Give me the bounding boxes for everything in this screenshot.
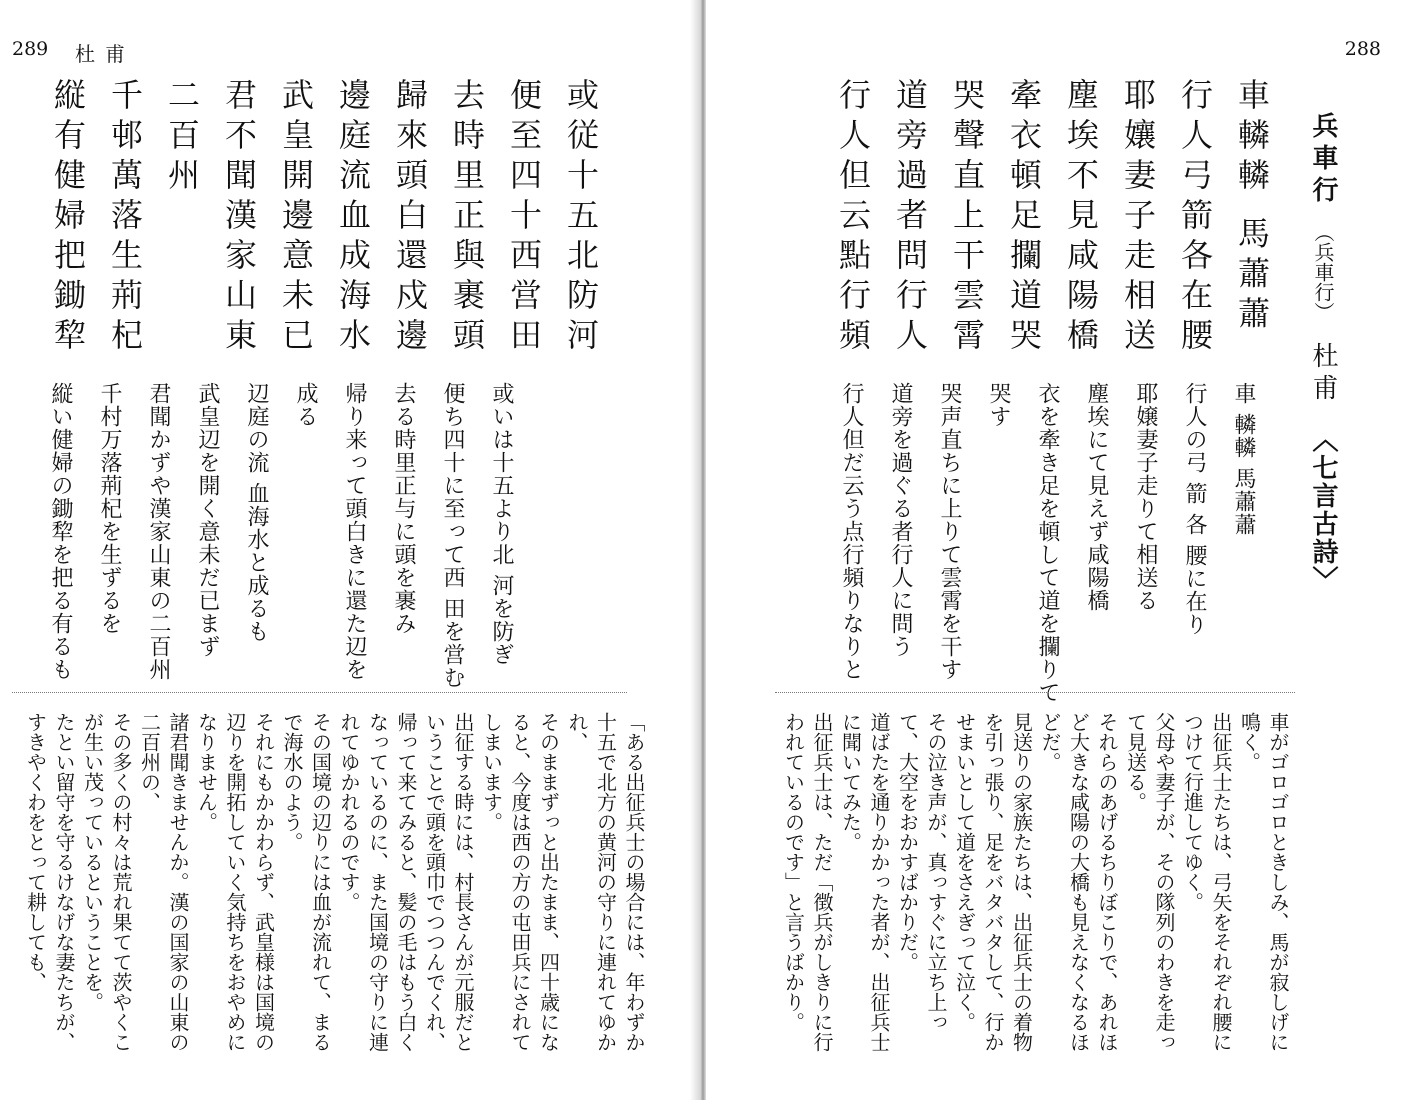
yomikudashi-column: 成る (293, 382, 318, 428)
translation-column: すきやくわをとって耕しても、 (23, 712, 48, 992)
yomikudashi-column: 道旁を過ぐる者行人に問う (888, 382, 913, 658)
yomikudashi-column: 武皇辺を開く意未だ已まず (195, 382, 220, 658)
left-page (0, 0, 700, 1100)
translation-column: なっているのに、また国境の守りに連 (365, 712, 390, 1052)
translation-column: 出征する時には、村長さんが元服だと (451, 712, 475, 1052)
yomikudashi-column: 或いは十五より北 河を防ぎ (489, 382, 514, 666)
kanbun-column: 縦有健婦把鋤犂 (49, 78, 87, 358)
translation-column: そのままずっと出たまま、四十歳にな (536, 712, 561, 1052)
kanbun-column: 武皇開邊意未已 (277, 78, 315, 358)
yomikudashi-column: 行人但だ云う点行頻りなりと (839, 382, 864, 681)
translation-column: 十五で北方の黄河の守りに連れてゆか (593, 712, 618, 1052)
kanbun-column: 或従十五北防河 (562, 78, 600, 358)
section-divider (12, 692, 627, 693)
translation-column: が生い茂っているということを。 (80, 712, 105, 1012)
translation-column: なりません。 (194, 712, 219, 832)
poem-heading (1310, 112, 1336, 594)
poem-title: 兵車行 (1308, 112, 1338, 208)
kanbun-text-block (27, 78, 600, 358)
translation-column: 辺りを開拓していく気持ちをおやめに (223, 712, 247, 1052)
translation-column: それにもかかわらず、武皇様は国境の (251, 712, 276, 1052)
translation-column: われているのです」と言うばかり。 (781, 712, 806, 1032)
translation-column: 諸君聞きませんか。漢の国家の山東の (166, 712, 190, 1052)
kanbun-text-block (812, 78, 1271, 358)
kanbun-column: 歸來頭白還戍邊 (391, 78, 429, 358)
translation-column: 帰って来てみると、髪の毛はもう白く (394, 712, 418, 1052)
translation-column: れ、 (565, 712, 589, 752)
poem-title-reading: （兵車行） (1311, 222, 1335, 322)
kanbun-column: 哭聲直上干雲霄 (948, 78, 986, 358)
translation-column: ど大きな咸陽の大橋も見えなくなるほ (1066, 712, 1091, 1052)
kanbun-column: 行人弓箭各在腰 (1176, 78, 1214, 358)
translation-column: 二百州の、 (137, 712, 162, 812)
translation-column: せまいとして道をさえぎって泣く。 (952, 712, 977, 1032)
kanbun-column: 道旁過者問行人 (891, 78, 929, 358)
translation-column: その泣き声が、真っすぐに立ち上っ (924, 712, 948, 1032)
yomikudashi-column: 車 轔轔 馬蕭蕭 (1231, 382, 1256, 536)
translation-column: 見送りの家族たちは、出征兵士の着物 (1009, 712, 1034, 1052)
kanbun-column: 去時里正與裹頭 (448, 78, 486, 358)
translation-column: いうことで頭を頭巾でつつんでくれ、 (422, 712, 447, 1052)
kanbun-column: 君不聞漢家山東 (220, 78, 258, 358)
kanbun-column: 二百州 (163, 78, 201, 198)
poem-form: 〈七言古詩〉 (1308, 426, 1338, 594)
yomikudashi-column: 耶嬢妻子走りて相送る (1133, 382, 1158, 612)
page-number: 289 (12, 38, 49, 60)
yomikudashi-text-block (813, 382, 1254, 704)
translation-column: 出征兵士は、ただ「徴兵がしきりに行 (810, 712, 834, 1052)
translation-column: 出征兵士たちは、弓矢をそれぞれ腰に (1209, 712, 1233, 1052)
translation-column: 車がゴロゴロときしみ、馬が寂しげに (1266, 712, 1290, 1052)
yomikudashi-column: 行人の弓 箭 各 腰に在り (1182, 382, 1207, 636)
yomikudashi-column: 去る時里正与に頭を裹み (391, 382, 416, 635)
kanbun-column: 便至四十西営田 (505, 78, 543, 358)
translation-column: 父母や妻子が、その隊列のわきを走っ (1152, 712, 1176, 1052)
yomikudashi-column: 哭す (986, 382, 1011, 428)
yomikudashi-column: 君聞かずや漢家山東の二百州 (146, 382, 171, 681)
translation-column: 鳴く。 (1237, 712, 1262, 772)
section-divider (775, 692, 1295, 693)
yomikudashi-column: 便ち四十に至って西 田を営む (440, 382, 465, 689)
kanbun-column: 塵埃不見咸陽橋 (1062, 78, 1100, 358)
translation-column: を引っ張り、足をバタバタして、行か (981, 712, 1005, 1052)
translation-text-block (17, 712, 644, 1052)
translation-column: に聞いてみた。 (838, 712, 863, 852)
translation-column: その多くの村々は荒れ果てて茨やくこ (109, 712, 133, 1052)
translation-column: それらのあげるちりぼこりで、あれほ (1095, 712, 1119, 1052)
yomikudashi-column: 辺庭の流 血海水と成るも (244, 382, 269, 643)
author-name: 杜甫 (1308, 342, 1338, 406)
running-head: 杜甫 (75, 42, 135, 66)
translation-column: て、大空をおかすばかりだ。 (895, 712, 920, 972)
page-number: 288 (1344, 38, 1381, 60)
kanbun-column: 耶孃妻子走相送 (1119, 78, 1157, 358)
translation-column: 道ばたを通りかかった者が、出征兵士 (867, 712, 891, 1052)
translation-column: その国境の辺りには血が流れて、まる (308, 712, 333, 1052)
translation-column: て見送る。 (1123, 712, 1148, 812)
translation-column: つけて行進してゆく。 (1180, 712, 1205, 912)
yomikudashi-column: 縦い健婦の鋤犂を把る有るも (48, 382, 73, 681)
kanbun-column: 千邨萬落生荊杞 (106, 78, 144, 358)
yomikudashi-column: 哭声直ちに上りて雲霄を干す (937, 382, 962, 681)
translation-column: 「ある出征兵士の場合には、年わずか (622, 712, 646, 1052)
kanbun-column: 行人但云點行頻 (834, 78, 872, 358)
kanbun-column: 邊庭流血成海水 (334, 78, 372, 358)
translation-text-block (775, 712, 1288, 1052)
yomikudashi-column: 帰り来って頭白きに還た辺を (342, 382, 367, 681)
yomikudashi-column: 千村万落荊杞を生ずるを (97, 382, 122, 635)
yomikudashi-text-block (22, 382, 512, 689)
translation-column: しまいます。 (479, 712, 504, 832)
yomikudashi-column: 衣を牽き足を頓して道を攔りて (1035, 382, 1060, 704)
translation-column: ると、今度は西の方の屯田兵にされて (508, 712, 532, 1052)
translation-column: どだ。 (1038, 712, 1062, 772)
translation-column: れてゆかれるのです。 (337, 712, 361, 912)
translation-column: で海水のよう。 (280, 712, 304, 852)
kanbun-column: 車轔轔 馬蕭蕭 (1233, 78, 1271, 337)
kanbun-column: 牽衣頓足攔道哭 (1005, 78, 1043, 358)
translation-column: たとい留守を守るけなげな妻たちが、 (52, 712, 76, 1052)
yomikudashi-column: 塵埃にて見えず咸陽橋 (1084, 382, 1109, 612)
